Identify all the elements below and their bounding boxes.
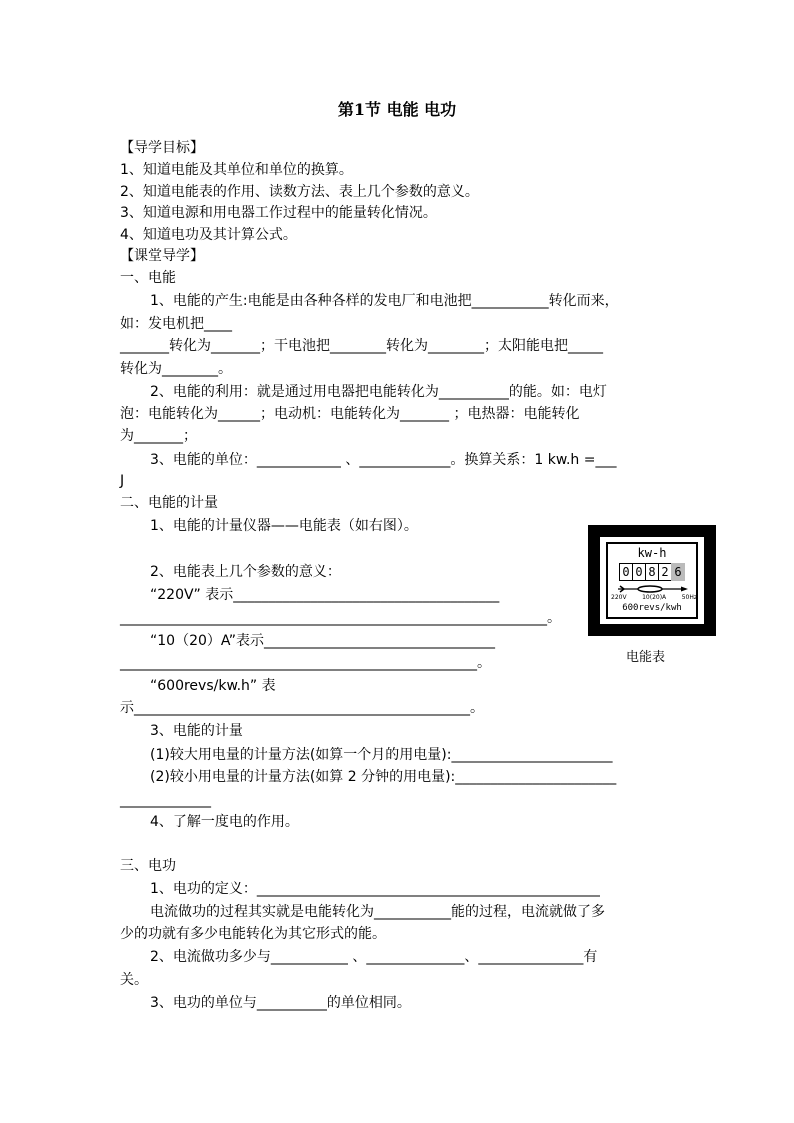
text-line: J (120, 473, 125, 489)
meter-disc-arrow-icon (618, 585, 688, 593)
text-line: 4、知道电功及其计算公式。 (120, 227, 297, 243)
text-line: 少的功就有多少电能转化为其它形式的能。 (120, 926, 386, 942)
text-line: 1、电能的产生:电能是由各种各样的发电厂和电池把___________转化而来， (150, 293, 619, 309)
text-line: _____________________________________________________________。 (120, 610, 561, 626)
text-line: 关。 (120, 972, 148, 988)
meter-caption: 电能表 (626, 650, 666, 665)
text-line: 为_______； (120, 428, 197, 444)
text-line: _______转化为_______；干电池把________转化为________；太阳能电把_____ (120, 338, 603, 354)
text-line: 2、电能表上几个参数的意义： (150, 564, 341, 580)
meter-revs: 600revs/kwh (622, 603, 682, 613)
electric-meter-figure (588, 525, 716, 636)
meter-unit: kw-h (637, 546, 667, 560)
meter-voltage: 220V (611, 594, 627, 601)
meter-digit: 8 (645, 563, 659, 581)
text-line: “220V” 表示______________________________________ (150, 587, 500, 603)
text-line: 1、知道电能及其单位和单位的换算。 (120, 162, 353, 178)
text-line: 3、电功的单位与__________的单位相同。 (150, 995, 411, 1011)
meter-digit: 0 (619, 563, 633, 581)
text-line: 二、电能的计量 (120, 495, 218, 511)
text-line: 1、电能的计量仪器——电能表（如右图）。 (150, 518, 418, 534)
text-line: “10（20）A”表示_________________________________ (150, 633, 495, 649)
text-line: 4、了解一度电的作用。 (150, 814, 299, 830)
text-line: 三、电功 (120, 858, 176, 874)
meter-digit: 0 (632, 563, 646, 581)
text-line: 3、电能的单位：____________ 、_____________。换算关系：1 kw.h =___ (150, 452, 617, 468)
text-line: 2、电流做功多少与___________ 、______________、_______________有 (150, 949, 598, 965)
text-line: ___________________________________________________。 (120, 655, 491, 671)
text-line: _____________ (120, 792, 211, 808)
text-line: 一、电能 (120, 270, 176, 286)
text-line: 2、电能的利用：就是通过用电器把电能转化为__________的能。如：电灯 (150, 384, 607, 400)
text-line: 如：发电机把____ (120, 316, 232, 332)
text-line: 电流做功的过程其实就是电能转化为___________能的过程，电流就做了多 (150, 904, 605, 920)
meter-current: 10(20)A (642, 594, 667, 601)
text-line: 泡：电能转化为______；电动机：电能转化为_______ ；电热器：电能转化 (120, 406, 580, 422)
text-line: 转化为________。 (120, 361, 232, 377)
text-line: 1、电功的定义：_________________________________________________ (150, 881, 600, 897)
text-line: 3、电能的计量 (150, 723, 243, 739)
meter-digits (620, 563, 685, 581)
text-line: 3、知道电源和用电器工作过程中的能量转化情况。 (120, 205, 437, 221)
text-line: (2)较小用电量的计量方法(如算 2 分钟的用电量):_______________________ (150, 769, 617, 785)
meter-digit: 6 (671, 563, 685, 581)
text-line: 示________________________________________________。 (120, 700, 484, 716)
meter-frequency: 50Hz (681, 594, 697, 601)
page-title: 第1节 电能 电功 (337, 100, 457, 119)
text-line: 2、知道电能表的作用、读数方法、表上几个参数的意义。 (120, 184, 479, 200)
text-line: “600revs/kw.h” 表 (150, 678, 276, 694)
text-line: (1)较大用电量的计量方法(如算一个月的用电量):_______________________ (150, 747, 613, 763)
text-line: 【课堂导学】 (120, 248, 204, 264)
text-line: 【导学目标】 (120, 140, 204, 156)
meter-digit: 2 (658, 563, 672, 581)
